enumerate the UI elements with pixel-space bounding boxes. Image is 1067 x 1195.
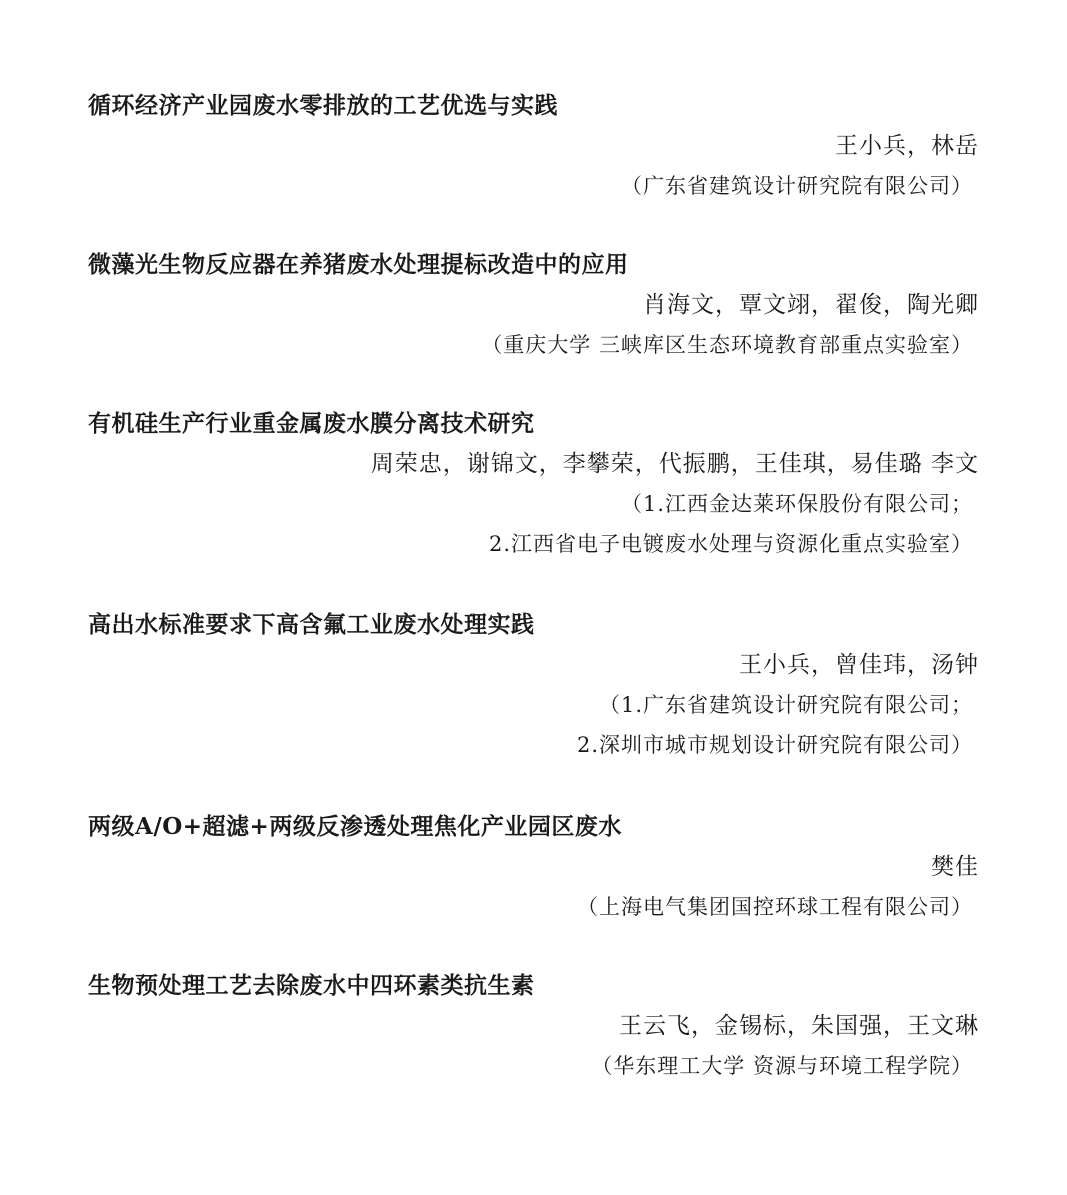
paper-title: 两级A/O+超滤+两级反渗透处理焦化产业园区废水 [88,813,622,840]
paper-title: 微藻光生物反应器在养猪废水处理提标改造中的应用 [88,251,629,278]
paper-authors: 樊佳 [931,854,979,880]
paper-affiliation: （华东理工大学 资源与环境工程学院） [591,1054,973,1078]
paper-authors: 王小兵，林岳 [835,133,979,159]
paper-affiliation: （1.广东省建筑设计研究院有限公司； [598,693,973,717]
paper-entry [88,245,981,365]
paper-authors: 王小兵，曾佳玮，汤钟 [739,652,979,678]
paper-entry [88,605,981,765]
paper-affiliation: 2.深圳市城市规划设计研究院有限公司） [576,733,973,757]
paper-entry [88,404,981,564]
paper-authors: 周荣忠，谢锦文，李攀荣，代振鹏，王佳琪，易佳璐 李文 [370,451,979,477]
paper-affiliation: 2.江西省电子电镀废水处理与资源化重点实验室） [488,532,973,556]
paper-affiliation: （广东省建筑设计研究院有限公司） [621,174,973,198]
paper-entry [88,807,981,927]
paper-title: 循环经济产业园废水零排放的工艺优选与实践 [88,92,558,119]
paper-title: 有机硅生产行业重金属废水膜分离技术研究 [88,410,535,437]
paper-title: 高出水标准要求下高含氟工业废水处理实践 [88,611,535,638]
paper-entry [88,86,981,206]
paper-affiliation: （重庆大学 三峡库区生态环境教育部重点实验室） [481,333,973,357]
paper-authors: 王云飞，金锡标，朱国强，王文琳 [619,1013,979,1039]
paper-affiliation: （上海电气集团国控环球工程有限公司） [577,895,973,919]
paper-affiliation: （1.江西金达莱环保股份有限公司； [620,492,973,516]
paper-authors: 肖海文，覃文翊，翟俊，陶光卿 [643,292,979,318]
paper-entry [88,966,981,1086]
paper-title: 生物预处理工艺去除废水中四环素类抗生素 [88,972,535,999]
